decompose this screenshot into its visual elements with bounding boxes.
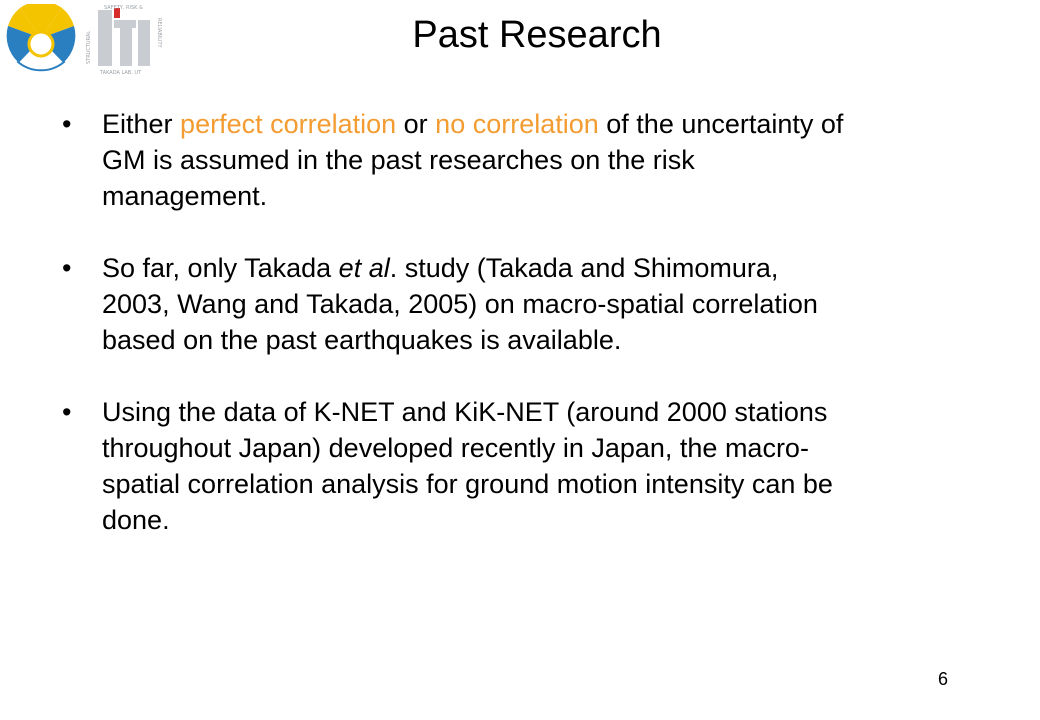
lab-text-left: STRUCTURAL [86,30,92,64]
highlight-text: no correlation [435,109,599,139]
bullet-text-part: So far, only Takada [102,253,339,283]
bullet-text-part: Either [102,109,181,139]
bullet-text [102,253,818,355]
bullet-item [62,394,852,538]
bullet-text [102,109,843,211]
lab-text-top: SAFETY, RISK & [104,5,143,11]
bullet-text-part: of the uncertainty of GM is assumed in the past researches on the risk management. [102,109,844,211]
bullet-dot: • [62,109,72,139]
lab-text-bottom: TAKADA LAB. UT [100,70,142,76]
slide-title: Past Research [412,14,662,56]
bullet-dot: • [62,397,72,427]
bullet-list [62,106,852,574]
bullet-text-part: or [396,109,436,139]
italic-text: et al [338,253,390,283]
bullet-text-part: Using the data of K-NET and KiK-NET (around 2000 stations throughout Japan) developed recently in Japan, the macro-spatial correlation analysis for ground motion intensity can be done. [102,397,833,535]
bullet-text-part: . study (Takada and Shimomura, 2003, Wang and Takada, 2005) on macro-spatial correlation based on the past earthquakes is available. [102,253,818,355]
page-number: 6 [938,669,949,689]
bullet-dot: • [62,253,72,283]
highlight-text: perfect correlation [180,109,397,139]
bullet-text [102,397,833,535]
bullet-item [62,250,852,358]
lab-text-right: RELIABILITY [156,18,162,48]
bullet-item [62,106,852,214]
